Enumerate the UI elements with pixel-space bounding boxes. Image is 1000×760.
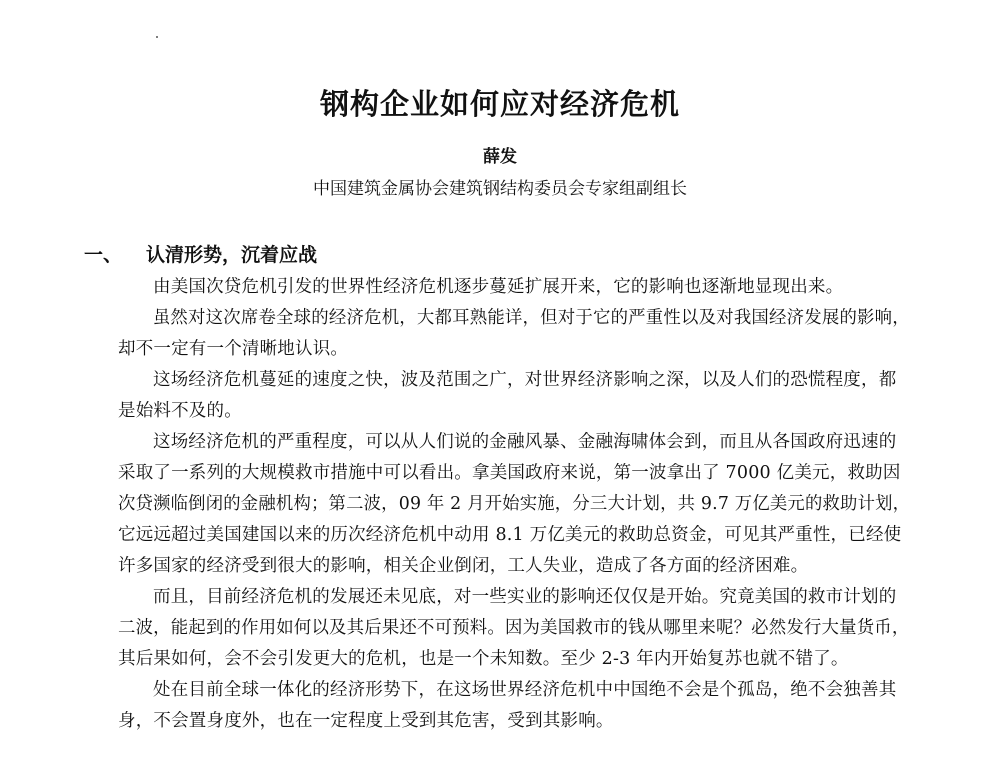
section-number: 一、 [84, 244, 123, 266]
document-title: 钢构企业如何应对经济危机 [319, 87, 680, 121]
paragraph-line: 而且，目前经济危机的发展还未见底，对一些实业的影响还仅仅是开始。究竟美国的救市计划的 [153, 587, 897, 607]
paragraph [118, 427, 910, 582]
paragraph-line: 身，不会置身度外，也在一定程度上受到其危害，受到其影响。 [118, 711, 614, 731]
paragraph-line: 二波，能起到的作用如何以及其后果还不可预料。因为美国救市的钱从哪里来呢？必然发行大量货币， [118, 618, 910, 638]
paragraph-line: 处在目前全球一体化的经济形势下，在这场世界经济危机中中国绝不会是个孤岛，绝不会独善其 [153, 680, 897, 700]
paragraph-line: 次贷濒临倒闭的金融机构；第二波，09 年 2 月开始实施，分三大计划，共 9.7 万亿美元的救助计划， [118, 494, 911, 514]
paragraph-line: 是始料不及的。 [118, 401, 242, 421]
section-heading [84, 240, 317, 270]
section-title: 认清形势，沉着应战 [146, 244, 318, 266]
paragraph [118, 582, 910, 675]
author-name: 薛发 [483, 147, 517, 167]
paragraph-line: 采取了一系列的大规模救市措施中可以看出。拿美国政府来说，第一波拿出了 7000 亿美元，救助因 [118, 463, 901, 483]
paragraph-line: 这场经济危机蔓延的速度之快，波及范围之广，对世界经济影响之深，以及人们的恐慌程度，都 [153, 370, 897, 390]
paragraph-line: 它远远超过美国建国以来的历次经济危机中动用 8.1 万亿美元的救助总资金，可见其严重性，已经使 [118, 525, 902, 545]
author-affiliation: 中国建筑金属协会建筑钢结构委员会专家组副组长 [313, 179, 687, 199]
paragraph-line: 由美国次贷危机引发的世界性经济危机逐步蔓延扩展开来，它的影响也逐渐地显现出来。 [153, 277, 844, 297]
section-body [118, 272, 910, 737]
paragraph [118, 675, 910, 737]
paragraph-line: 这场经济危机的严重程度，可以从人们说的金融风暴、金融海啸体会到，而且从各国政府迅速的 [153, 432, 897, 452]
paragraph-line: 却不一定有一个清晰地认识。 [118, 339, 349, 359]
paragraph-line: 许多国家的经济受到很大的影响，相关企业倒闭，工人失业，造成了各方面的经济困难。 [118, 556, 809, 576]
paragraph [118, 272, 910, 303]
paragraph [118, 303, 910, 365]
paragraph-line: 其后果如何，会不会引发更大的危机，也是一个未知数。至少 2-3 年内开始复苏也就不错了。 [118, 649, 849, 669]
paragraph [118, 365, 910, 427]
paragraph-line: 虽然对这次席卷全球的经济危机，大都耳熟能详，但对于它的严重性以及对我国经济发展的影响， [152, 308, 910, 328]
scan-speck [156, 36, 158, 38]
